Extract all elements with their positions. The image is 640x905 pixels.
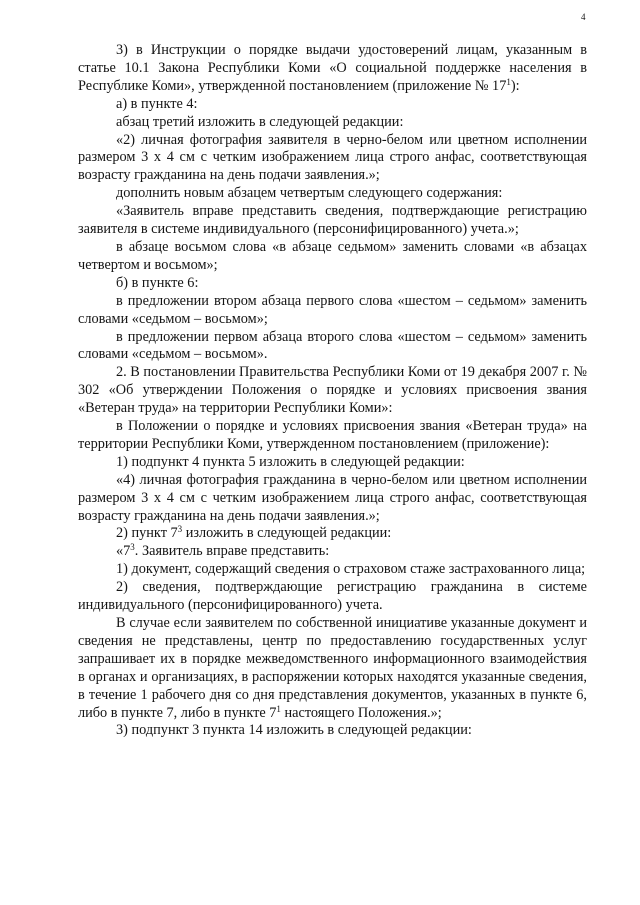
text-run: «7 (116, 543, 131, 560)
text-run: «2) личная фотография заявителя в черно-белом или цветном исполнении размером 3 х 4 см с четким изображением лица строго анфас, соответствующая возрасту гражданина на день подачи заявления.»; (78, 131, 587, 184)
text-run: 3) в Инструкции о порядке выдачи удостоверений лицам, указанным в статье 10.1 Закона Республики Коми «О социальной поддержке населения в Республике Коми», утвержденной постановлением (приложение № 17 (78, 42, 587, 94)
paragraph-p02 (78, 96, 587, 114)
paragraph-p12 (78, 418, 587, 454)
text-run: в Положении о порядке и условиях присвоения звания «Ветеран труда» на территории Республики Коми, утвержденном постановлением (приложение): (78, 418, 587, 452)
text-run: ): (510, 77, 520, 94)
text-run: 1) подпункт 4 пункта 5 изложить в следующей редакции: (116, 453, 465, 470)
paragraph-p07 (78, 239, 587, 275)
document-body (78, 42, 587, 740)
paragraph-p18 (78, 579, 587, 615)
text-run: в предложении втором абзаца первого слова «шестом – седьмом» заменить словами «седьмом – восьмом»; (78, 292, 587, 327)
text-run: 3) подпункт 3 пункта 14 изложить в следующей редакции: (116, 722, 472, 739)
paragraph-p08 (78, 275, 587, 293)
text-run: б) в пункте 6: (116, 274, 199, 291)
superscript: 3 (130, 542, 135, 553)
paragraph-p20 (78, 722, 587, 740)
text-run: изложить в следующей редакции: (182, 525, 392, 542)
paragraph-p03 (78, 114, 587, 132)
text-run: «4) личная фотография гражданина в черно-белом или цветном исполнении размером 3 х 4 см с четким изображением лица строго анфас, соответствующая возрасту гражданина на день подачи заявления.»; (78, 471, 587, 524)
paragraph-p14 (78, 472, 587, 526)
paragraph-p17 (78, 561, 587, 579)
paragraph-p19 (78, 615, 587, 722)
text-run: 2) пункт 7 (116, 525, 178, 542)
text-run: в абзаце восьмом слова «в абзаце седьмом» заменить словами «в абзацах четвертом и восьмом»; (78, 238, 587, 273)
paragraph-p06 (78, 203, 587, 239)
text-run: 2) сведения, подтверждающие регистрацию гражданина в системе индивидуального (персонифицированного) учета. (78, 579, 587, 614)
paragraph-p04 (78, 132, 587, 186)
text-run: абзац третий изложить в следующей редакции: (116, 113, 404, 130)
superscript: 1 (276, 703, 281, 714)
text-run: а) в пункте 4: (116, 95, 198, 112)
paragraph-p11 (78, 364, 587, 418)
page-number: 4 (581, 12, 586, 22)
text-run: 2. В постановлении Правительства Республики Коми от 19 декабря 2007 г. № 302 «Об утверждении Положения о порядке и условиях присвоения звания «Ветеран труда» на территории Республики Коми»: (78, 364, 587, 417)
text-run: в предложении первом абзаца второго слова «шестом – седьмом» заменить словами «седьмом – восьмом». (78, 328, 587, 363)
paragraph-p01 (78, 42, 587, 96)
paragraph-p13 (78, 454, 587, 472)
text-run: «Заявитель вправе представить сведения, подтверждающие регистрацию заявителя в системе индивидуального (персонифицированного) учета.»; (78, 203, 587, 238)
text-run: В случае если заявителем по собственной инициативе указанные документ и сведения не представлены, центр по предоставлению государственных услуг запрашивает их в порядке межведомственного информационного взаимодействия в органах и организациях, в распоряжении которых находятся указанные сведения, в течение 1 рабочего дня со дня представления документов, указанных в пункте 6, либо в пункте 7, либо в пункте 7 (78, 615, 587, 721)
paragraph-p15 (78, 525, 587, 543)
paragraph-p05 (78, 185, 587, 203)
paragraph-p10 (78, 329, 587, 365)
text-run: настоящего Положения.»; (280, 704, 442, 721)
text-run: дополнить новым абзацем четвертым следующего содержания: (116, 185, 503, 202)
paragraph-p16 (78, 543, 587, 561)
text-run: . Заявитель вправе представить: (134, 543, 330, 560)
superscript: 3 (177, 524, 183, 535)
text-run: 1) документ, содержащий сведения о страховом стаже застрахованного лица; (116, 561, 586, 578)
paragraph-p09 (78, 293, 587, 329)
superscript: 1 (506, 76, 511, 87)
